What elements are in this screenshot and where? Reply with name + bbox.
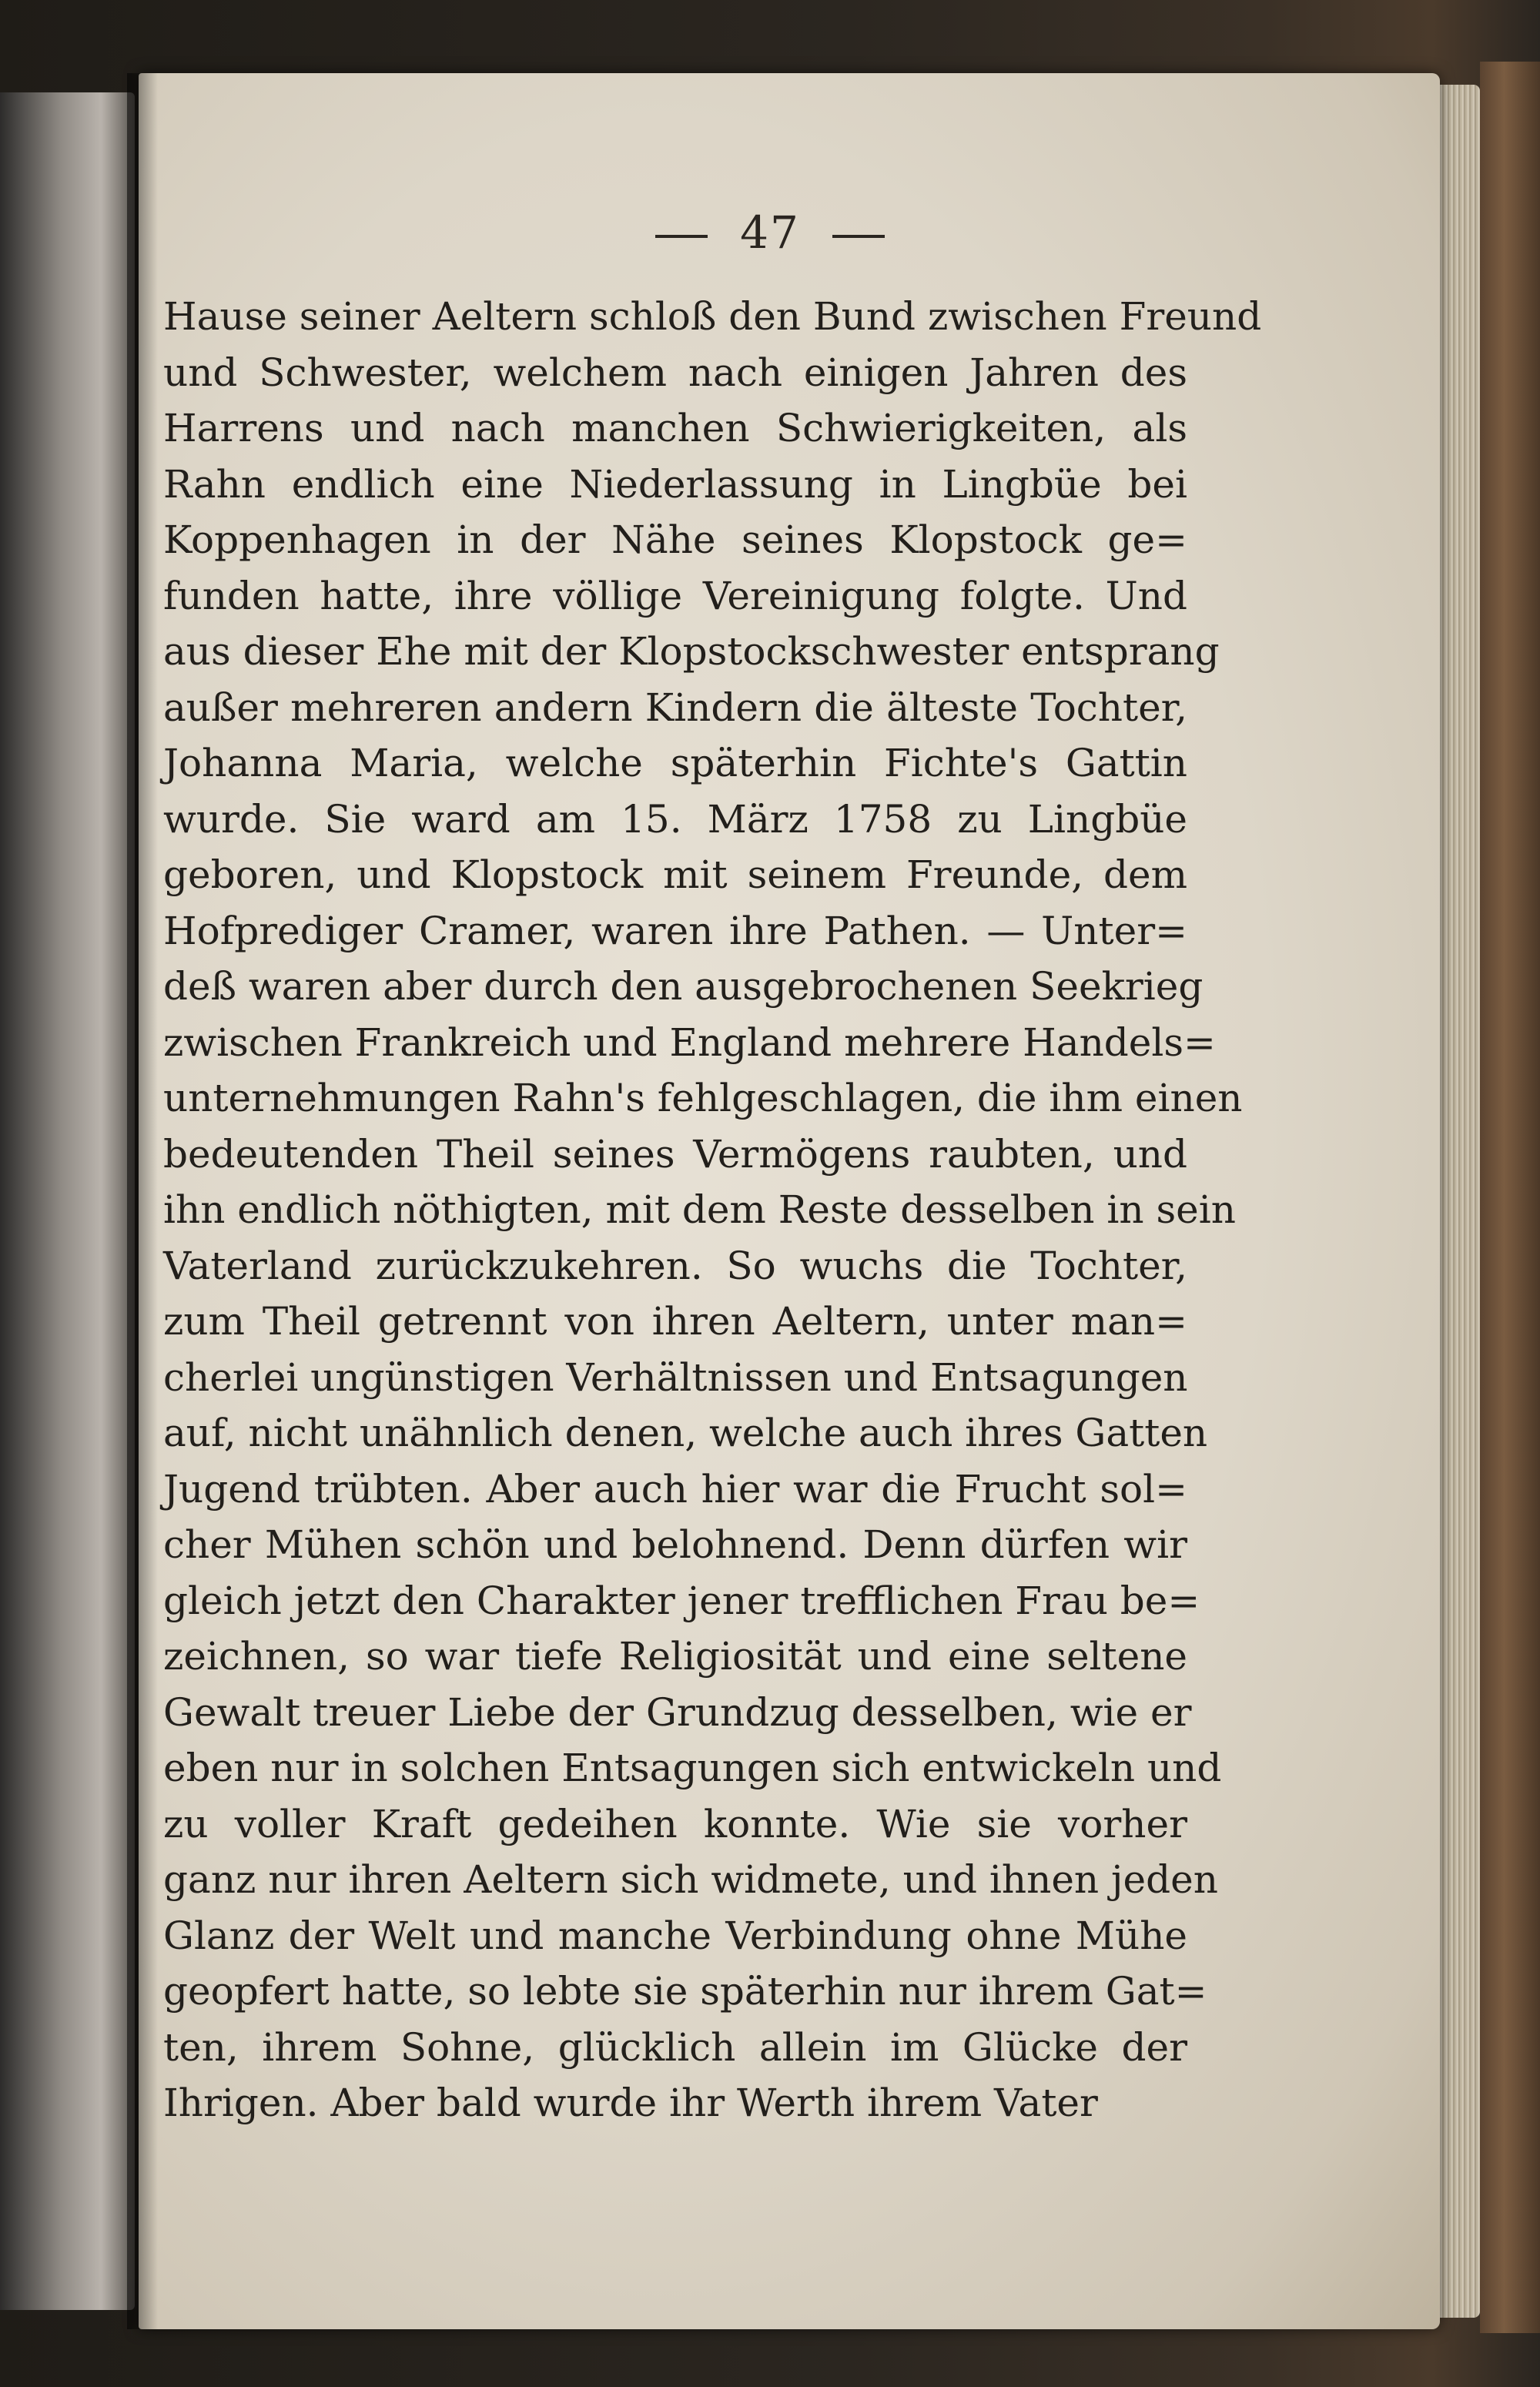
- text-line: Rahn endlich eine Niederlassung in Lingbüe bei: [163, 461, 1187, 507]
- text-line: geopfert hatte, so lebte sie späterhin nur ihrem Gat=: [163, 1969, 1207, 2014]
- text-line: zwischen Frankreich und England mehrere Handels=: [163, 1019, 1216, 1065]
- text-line: Koppenhagen in der Nähe seines Klopstock ge=: [163, 517, 1187, 562]
- text-line: Ihrigen. Aber bald wurde ihr Werth ihrem Vater: [163, 2081, 1098, 2125]
- book-cover-edge: [1480, 62, 1540, 2333]
- page-number: [0, 206, 1540, 259]
- page-number-dash-right: [832, 235, 885, 238]
- page-stack-edge: [1434, 85, 1480, 2318]
- page-number-dash-left: [655, 235, 708, 238]
- text-line: ten, ihrem Sohne, glücklich allein im Glücke der: [163, 2024, 1187, 2070]
- text-line: funden hatte, ihre völlige Vereinigung folgte. Und: [163, 573, 1187, 618]
- text-line: ihn endlich nöthigten, mit dem Reste desselben in sein: [163, 1187, 1236, 1232]
- text-line: wurde. Sie ward am 15. März 1758 zu Lingbüe: [163, 796, 1187, 842]
- text-line: cher Mühen schön und belohnend. Denn dürfen wir: [163, 1522, 1187, 1567]
- text-line: gleich jetzt den Charakter jener trefflichen Frau be=: [163, 1578, 1200, 1623]
- binding-shadow: [127, 73, 158, 2329]
- text-line: Jugend trübten. Aber auch hier war die Frucht sol=: [163, 1466, 1187, 1512]
- text-line: deß waren aber durch den ausgebrochenen Seekrieg: [163, 964, 1204, 1009]
- text-line: ganz nur ihren Aeltern sich widmete, und ihnen jeden: [163, 1857, 1218, 1902]
- text-line: Hause seiner Aeltern schloß den Bund zwischen Freund: [163, 294, 1262, 339]
- previous-page-edge: [0, 92, 135, 2310]
- text-line: Hofprediger Cramer, waren ihre Pathen. — Unter=: [163, 908, 1187, 953]
- text-line: Vaterland zurückzukehren. So wuchs die Tochter,: [163, 1243, 1187, 1288]
- text-line: außer mehreren andern Kindern die älteste Tochter,: [163, 685, 1187, 730]
- text-line: Harrens und nach manchen Schwierigkeiten, als: [163, 406, 1187, 450]
- text-line: zeichnen, so war tiefe Religiosität und eine seltene: [163, 1634, 1187, 1679]
- text-line: bedeutenden Theil seines Vermögens raubten, und: [163, 1131, 1187, 1177]
- body-text: [163, 289, 1262, 2131]
- text-line: und Schwester, welchem nach einigen Jahren des: [163, 350, 1187, 395]
- text-line: aus dieser Ehe mit der Klopstockschwester entsprang: [163, 629, 1220, 674]
- text-line: Johanna Maria, welche späterhin Fichte's Gattin: [163, 741, 1187, 785]
- text-line: Gewalt treuer Liebe der Grundzug desselben, wie er: [163, 1689, 1192, 1735]
- page-number-value: 47: [740, 206, 800, 259]
- text-line: zum Theil getrennt von ihren Aeltern, unter man=: [163, 1299, 1187, 1344]
- text-line: cherlei ungünstigen Verhältnissen und Entsagungen: [163, 1354, 1188, 1400]
- text-line: zu voller Kraft gedeihen konnte. Wie sie vorher: [163, 1801, 1187, 1846]
- text-line: auf, nicht unähnlich denen, welche auch ihres Gatten: [163, 1411, 1208, 1455]
- text-line: geboren, und Klopstock mit seinem Freunde, dem: [163, 852, 1187, 897]
- text-line: unternehmungen Rahn's fehlgeschlagen, die ihm einen: [163, 1076, 1243, 1120]
- text-line: eben nur in solchen Entsagungen sich entwickeln und: [163, 1746, 1222, 1790]
- text-line: Glanz der Welt und manche Verbindung ohne Mühe: [163, 1913, 1187, 1958]
